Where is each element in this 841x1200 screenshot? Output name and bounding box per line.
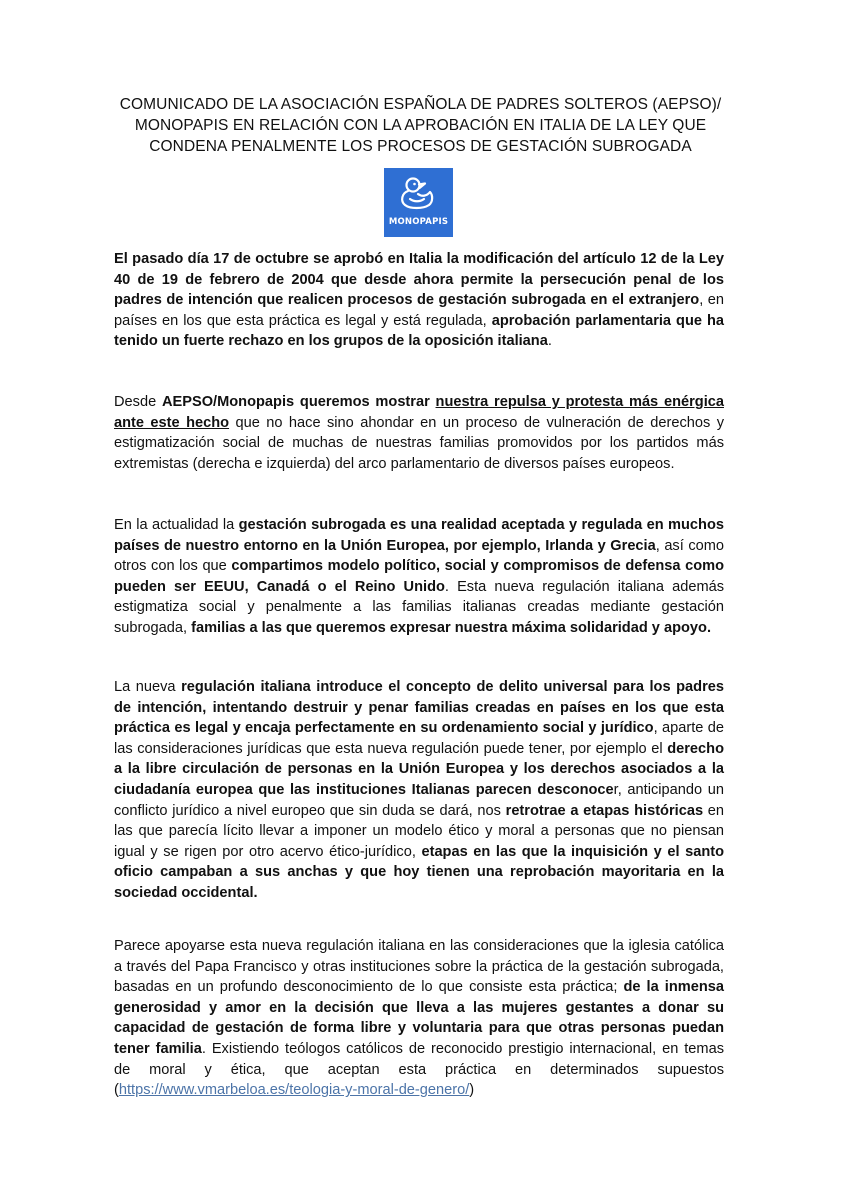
document-title: COMUNICADO DE LA ASOCIACIÓN ESPAÑOLA DE PADRES SOLTEROS (AEPSO)/ MONOPAPIS EN RELACIÓN CON LA APROBACIÓN EN ITALIA DE LA LEY QUE CONDENA PENALMENTE LOS PROCESOS DE GESTACIÓN SUBROGADA — [119, 96, 722, 155]
logo-text: MONOPAPIS — [388, 217, 449, 227]
paragraph-1-bold-2: aprobación parlamentaria que ha tenido un fuerte rechazo en los grupos de la oposición italiana — [114, 312, 724, 350]
paragraph-5-text-1: Parece apoyarse esta nueva regulación italiana en las consideraciones que la iglesia católica a través del Papa Francisco y otras instituciones sobre la práctica de la gestación subrogada, basadas en un profundo desconocimiento de lo que consiste esta práctica; — [114, 938, 724, 996]
duck-icon — [396, 174, 441, 216]
paragraph-1 — [114, 249, 724, 352]
paragraph-4-bold-3: retrotrae a etapas históricas — [505, 802, 704, 819]
theology-article-link[interactable]: https://www.vmarbeloa.es/teologia-y-moral-de-genero/ — [118, 1082, 470, 1099]
paragraph-2-underlined: nuestra repulsa y protesta más enérgica ante este hecho — [114, 394, 724, 431]
monopapis-logo — [384, 168, 453, 237]
paragraph-3-text-2: , así como otros con los que — [114, 537, 724, 575]
paragraph-4-bold-4: etapas en las que la inquisición y el santo oficio campaban a sus anchas y que hoy tienen una reprobación mayoritaria en la sociedad occidental. — [114, 843, 725, 901]
paragraph-4-bold-1: regulación italiana introduce el concepto de delito universal para los padres de intención, intentando destruir y penar familias creadas en países en los que esta práctica es legal y encaja perfectamente en su ordenamiento social y jurídico — [114, 679, 724, 737]
paragraph-4-text-4: en las que parecía lícito llevar a imponer un modelo ético y moral a personas que no piensan igual y se rigen por otro acervo ético-jurídico, — [114, 802, 724, 860]
paragraph-5-text-3: ) — [469, 1082, 475, 1099]
paragraph-3-text-3: . Esta nueva regulación italiana además estigmatiza social y penalmente a las familias italianas creadas mediante gestación subrogada, — [114, 578, 725, 636]
paragraph-4-bold-2: derecho a la libre circulación de personas en la Unión Europea y los derechos asociados a la ciudadanía europea que las instituciones Italianas parecen desconoce — [114, 740, 724, 798]
paragraph-5-bold-1: de la inmensa generosidad y amor en la decisión que lleva a las mujeres gestantes a donar su capacidad de gestación de forma libre y voluntaria para que otras personas puedan tener familia — [114, 979, 724, 1057]
paragraph-1-text-2: . — [547, 333, 552, 350]
paragraph-2-text-1: Desde — [114, 394, 162, 410]
paragraph-5-text-2: . Existiendo teólogos católicos de reconocido prestigio internacional, en temas de moral y ética, que aceptan esta práctica en determinados supuestos ( — [114, 1040, 724, 1099]
paragraph-3-text-1: En la actualidad la — [114, 517, 239, 533]
paragraph-2-text-2: que no hace sino ahondar en un proceso de vulneración de derechos y estigmatización social de muchas de nuestras familias promovidos por los partidos más extremistas (derecha e izquierda) del arco parlamentario de diversos países europeos. — [114, 414, 724, 472]
paragraph-5 — [114, 936, 724, 1101]
paragraph-3 — [114, 515, 724, 639]
paragraph-3-bold-1: gestación subrogada es una realidad aceptada y regulada en muchos países de nuestro entorno en la Unión Europea, por ejemplo, Irlanda y Grecia — [114, 517, 724, 554]
paragraph-1-bold-1: El pasado día 17 de octubre se aprobó en Italia la modificación del artículo 12 de la Ley 40 de 19 de febrero de 2004 que desde ahora permite la persecución penal de los padres de intención que realicen procesos de gestación subrogada en el extranjero — [114, 251, 724, 309]
paragraph-4-text-1: La nueva — [114, 679, 182, 695]
paragraph-3-bold-3: familias a las que queremos expresar nuestra máxima solidaridad y apoyo. — [191, 619, 712, 636]
paragraph-2-bold-1: AEPSO/Monopapis queremos mostrar — [161, 394, 436, 410]
paragraph-1-text-1: , en países en los que esta práctica es legal y está regulada, — [114, 292, 725, 329]
paragraph-4-text-2: , aparte de las consideraciones jurídicas que esta nueva regulación puede tener, por ejemplo el — [114, 720, 725, 757]
paragraph-3-bold-2: compartimos modelo político, social y compromisos de defensa como pueden ser EEUU, Canadá o el Reino Unido — [114, 558, 724, 595]
paragraph-4-text-3: r, anticipando un conflicto jurídico a nivel europeo que sin duda se dará, nos — [114, 781, 724, 819]
paragraph-4 — [114, 677, 724, 904]
paragraph-2 — [114, 392, 724, 474]
